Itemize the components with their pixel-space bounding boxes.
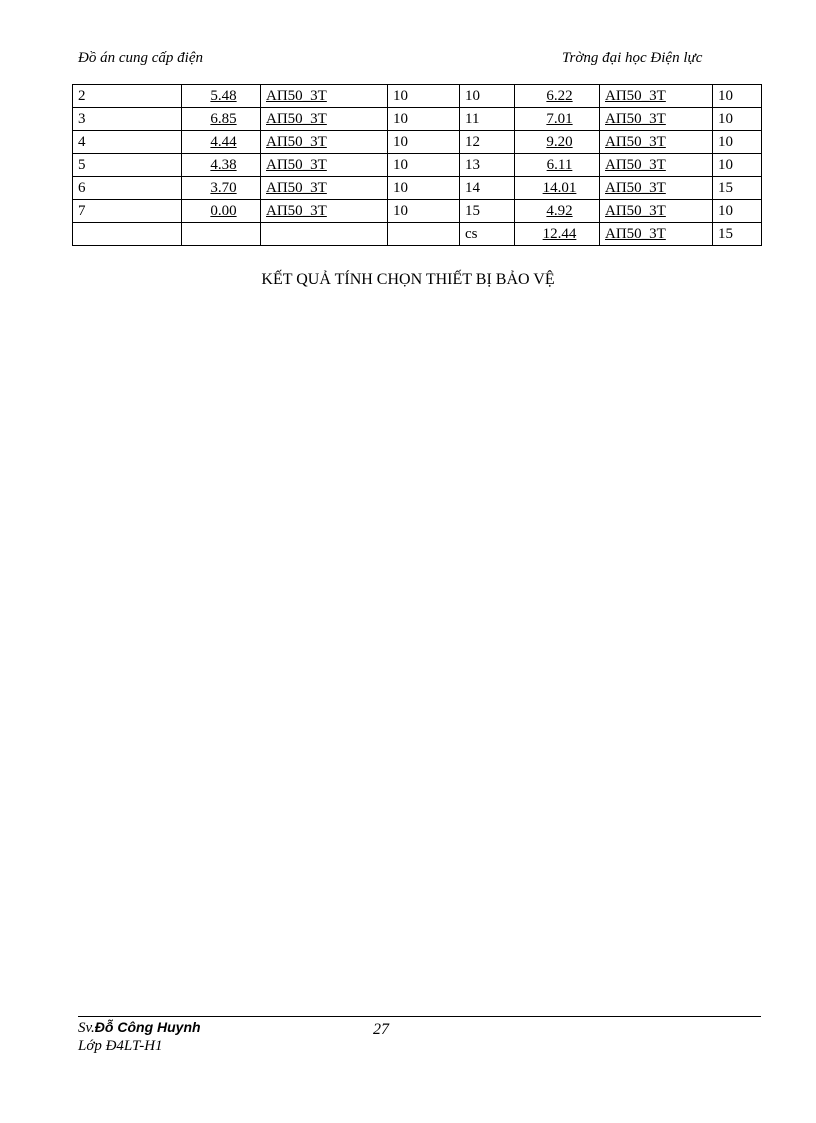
table-cell: AΠ50_3T (600, 200, 713, 223)
table-cell: 9.20 (515, 131, 600, 154)
table-cell: 12 (460, 131, 515, 154)
table-cell: 10 (388, 177, 460, 200)
results-table (72, 84, 762, 246)
table-cell: 10 (460, 85, 515, 108)
table-row (73, 154, 762, 177)
table-row (73, 200, 762, 223)
table-cell: AΠ50_3T (261, 154, 388, 177)
table-cell: AΠ50_3T (261, 85, 388, 108)
table-caption: KẾT QUẢ TÍNH CHỌN THIẾT BỊ BẢO VỆ (261, 271, 555, 288)
table-cell: 6.11 (515, 154, 600, 177)
table-cell: 15 (713, 177, 762, 200)
table-cell: AΠ50_3T (261, 200, 388, 223)
table-cell: 6.85 (182, 108, 261, 131)
table-cell: AΠ50_3T (600, 131, 713, 154)
table-cell (182, 223, 261, 246)
table-cell: 12.44 (515, 223, 600, 246)
table-cell: AΠ50_3T (600, 223, 713, 246)
table-cell: 6.22 (515, 85, 600, 108)
table-cell: 10 (713, 85, 762, 108)
table-cell: 4.44 (182, 131, 261, 154)
table-cell: 10 (388, 131, 460, 154)
table-cell: 15 (713, 223, 762, 246)
table-cell: 3.70 (182, 177, 261, 200)
table-cell: 5 (73, 154, 182, 177)
table-cell: 0.00 (182, 200, 261, 223)
table-cell: 10 (388, 85, 460, 108)
table-cell: 10 (388, 154, 460, 177)
table-cell: AΠ50_3T (600, 154, 713, 177)
page-number: 27 (373, 1021, 389, 1038)
table-row (73, 108, 762, 131)
table-cell: 4.38 (182, 154, 261, 177)
footer-divider (78, 1016, 761, 1017)
table-cell: 2 (73, 85, 182, 108)
student-line (78, 1019, 201, 1037)
table-cell: 7 (73, 200, 182, 223)
table-cell (73, 223, 182, 246)
table-cell: 10 (388, 108, 460, 131)
class-label: Lớp Đ4LT-H1 (78, 1038, 163, 1054)
table-cell: 11 (460, 108, 515, 131)
table-cell: cs (460, 223, 515, 246)
student-prefix: Sv. (78, 1020, 95, 1036)
table-cell: 13 (460, 154, 515, 177)
table-row (73, 85, 762, 108)
table-cell: 5.48 (182, 85, 261, 108)
header-right: Trờng đại học Điện lực (562, 50, 703, 66)
table-cell: 4 (73, 131, 182, 154)
table-row (73, 177, 762, 200)
table-cell: 4.92 (515, 200, 600, 223)
table-cell: 10 (388, 200, 460, 223)
table-cell: 15 (460, 200, 515, 223)
student-name: Đỗ Công Huynh (94, 1019, 201, 1035)
table-cell (261, 223, 388, 246)
table-cell: 3 (73, 108, 182, 131)
table-cell: 10 (713, 108, 762, 131)
table-row (73, 223, 762, 246)
table-cell: AΠ50_3T (600, 85, 713, 108)
table-cell (388, 223, 460, 246)
table-cell: 7.01 (515, 108, 600, 131)
table-cell: 14 (460, 177, 515, 200)
header-left: Đồ án cung cấp điện (78, 50, 203, 66)
table-cell: AΠ50_3T (261, 177, 388, 200)
table-cell: 10 (713, 131, 762, 154)
table-cell: AΠ50_3T (261, 108, 388, 131)
table-cell: 10 (713, 154, 762, 177)
table-cell: 10 (713, 200, 762, 223)
table-cell: 6 (73, 177, 182, 200)
table-cell: AΠ50_3T (261, 131, 388, 154)
table-cell: 14.01 (515, 177, 600, 200)
table-row (73, 131, 762, 154)
table-cell: AΠ50_3T (600, 177, 713, 200)
table-cell: AΠ50_3T (600, 108, 713, 131)
